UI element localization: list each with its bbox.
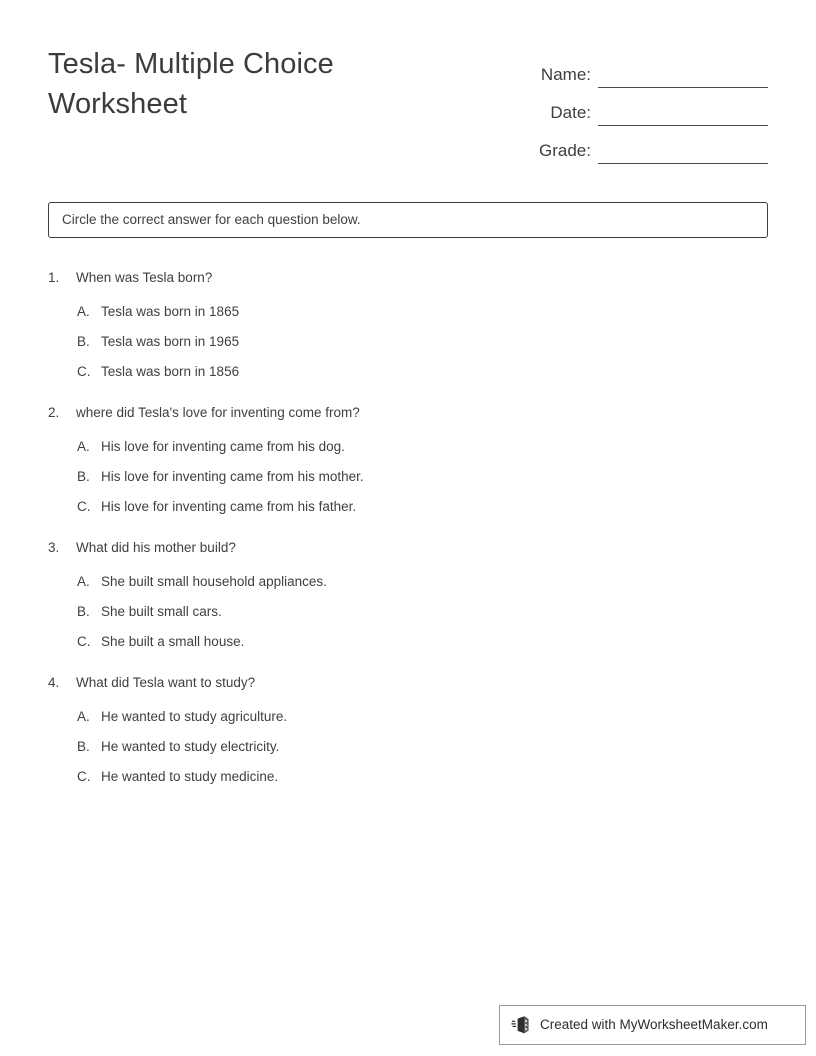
option-text: His love for inventing came from his dog. — [101, 439, 345, 454]
option-letter: B. — [77, 334, 90, 349]
option-text: He wanted to study electricity. — [101, 739, 280, 754]
option-row[interactable] — [77, 437, 768, 457]
option-letter: A. — [77, 574, 90, 589]
date-field-row — [478, 88, 768, 126]
grade-input[interactable] — [598, 141, 768, 164]
option-letter: C. — [77, 499, 91, 514]
option-row[interactable] — [77, 497, 768, 517]
option-row[interactable] — [77, 467, 768, 487]
instruction-text: Circle the correct answer for each question below. — [62, 212, 361, 227]
question-block — [48, 538, 768, 652]
question-line — [48, 538, 768, 558]
footer-attribution-badge[interactable] — [499, 1005, 806, 1045]
option-row[interactable] — [77, 707, 768, 727]
question-number: 4. — [48, 675, 60, 690]
option-row[interactable] — [77, 767, 768, 787]
question-number: 3. — [48, 540, 60, 555]
question-line — [48, 268, 768, 288]
name-label: Name: — [540, 65, 591, 84]
option-letter: A. — [77, 439, 90, 454]
question-text: What did his mother build? — [76, 540, 236, 555]
option-letter: C. — [77, 364, 91, 379]
option-text: She built small cars. — [101, 604, 222, 619]
question-text: What did Tesla want to study? — [76, 675, 256, 690]
option-text: He wanted to study agriculture. — [101, 709, 288, 724]
option-text: His love for inventing came from his father. — [101, 499, 357, 514]
option-text: His love for inventing came from his mother. — [101, 469, 364, 484]
option-letter: B. — [77, 739, 90, 754]
question-number: 2. — [48, 405, 60, 420]
date-input[interactable] — [598, 103, 768, 126]
question-text: When was Tesla born? — [76, 270, 213, 285]
grade-field-row — [478, 126, 768, 164]
name-field-row — [478, 50, 768, 88]
option-letter: A. — [77, 304, 90, 319]
option-row[interactable] — [77, 602, 768, 622]
question-number: 1. — [48, 270, 60, 285]
option-row[interactable] — [77, 332, 768, 352]
option-text: Tesla was born in 1865 — [101, 304, 240, 319]
option-letter: C. — [77, 769, 91, 784]
option-row[interactable] — [77, 302, 768, 322]
worksheet-maker-logo-icon — [511, 1014, 533, 1036]
questions-list — [48, 268, 768, 808]
option-letter: B. — [77, 604, 90, 619]
question-block — [48, 673, 768, 787]
question-block — [48, 403, 768, 517]
date-label: Date: — [550, 103, 591, 122]
worksheet-header — [48, 44, 768, 174]
footer-attribution-text: Created with MyWorksheetMaker.com — [540, 1017, 768, 1032]
grade-label: Grade: — [539, 141, 591, 160]
option-letter: A. — [77, 709, 90, 724]
option-text: He wanted to study medicine. — [101, 769, 279, 784]
option-row[interactable] — [77, 572, 768, 592]
instruction-box — [48, 202, 768, 238]
option-row[interactable] — [77, 737, 768, 757]
option-letter: C. — [77, 634, 91, 649]
option-row[interactable] — [77, 632, 768, 652]
option-text: She built small household appliances. — [101, 574, 327, 589]
question-block — [48, 268, 768, 382]
question-line — [48, 403, 768, 423]
option-letter: B. — [77, 469, 90, 484]
option-text: Tesla was born in 1965 — [101, 334, 240, 349]
name-input[interactable] — [598, 65, 768, 88]
student-info-fields — [478, 50, 768, 164]
question-line — [48, 673, 768, 693]
option-row[interactable] — [77, 362, 768, 382]
page-title: Tesla- Multiple Choice Worksheet — [48, 48, 334, 120]
option-text: Tesla was born in 1856 — [101, 364, 240, 379]
option-text: She built a small house. — [101, 634, 245, 649]
question-text: where did Tesla's love for inventing come from? — [76, 405, 360, 420]
